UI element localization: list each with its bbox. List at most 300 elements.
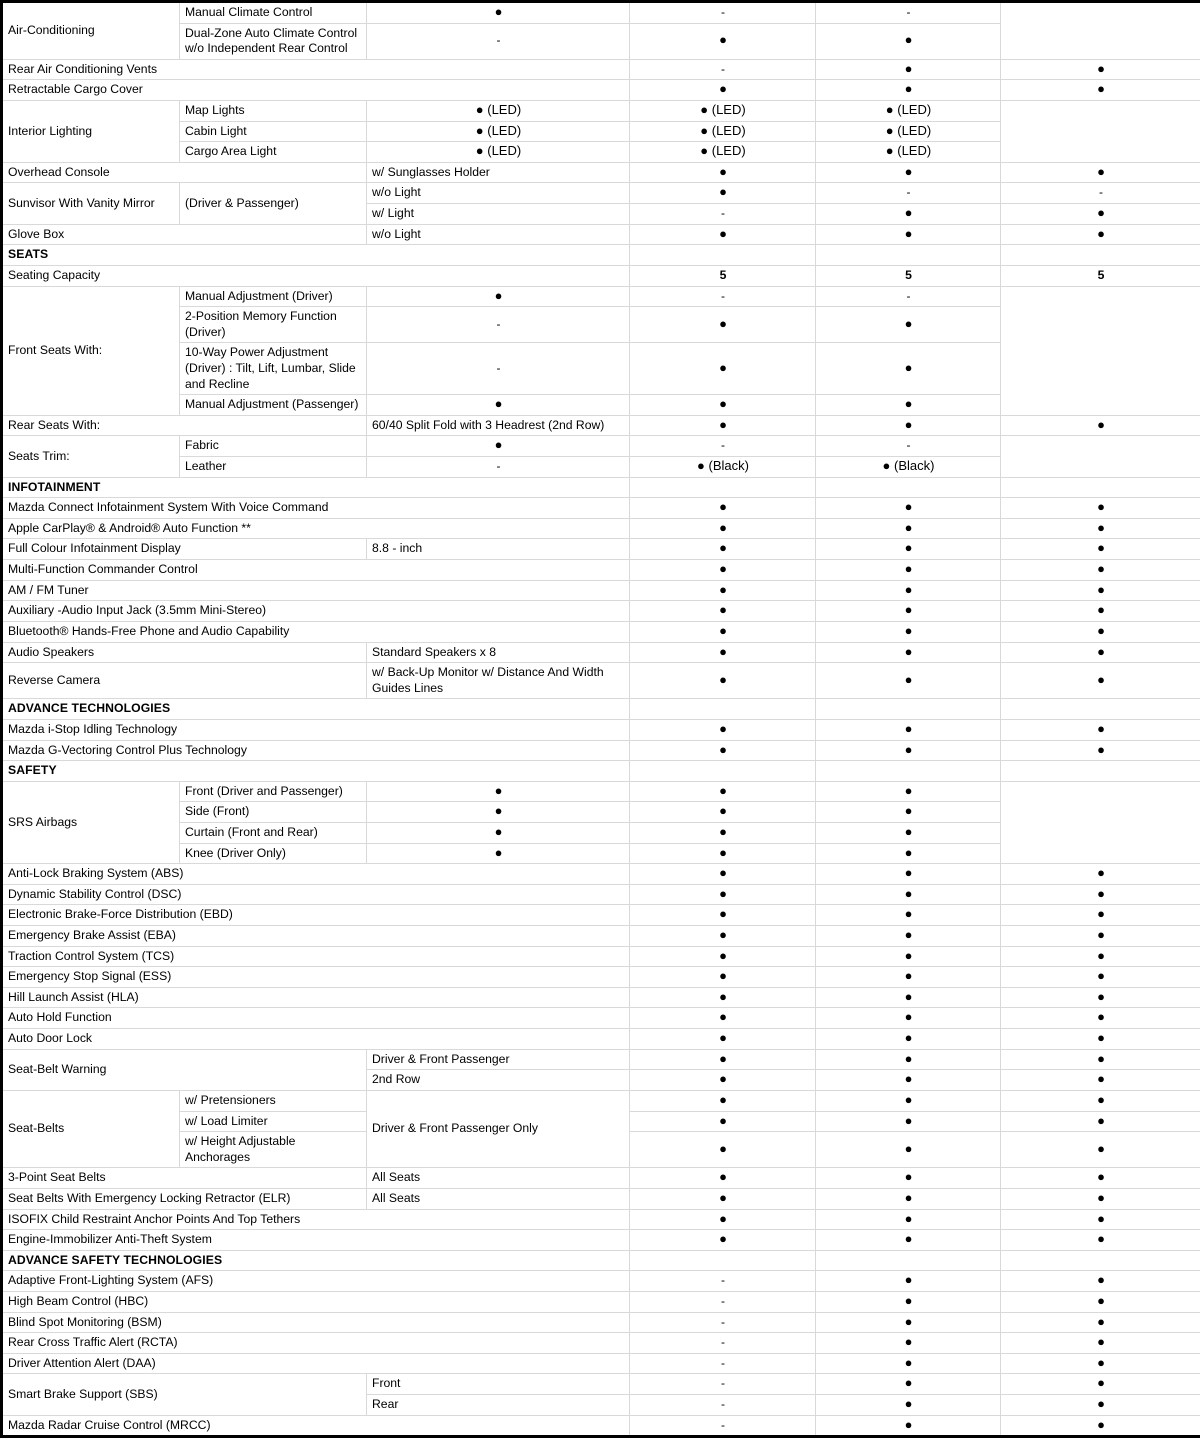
available-dot-icon: ●	[1097, 886, 1105, 901]
variant-1-value-cell	[630, 1008, 816, 1029]
feature-sub-cell: w/ Load Limiter	[180, 1111, 367, 1132]
feature-detail-cell: 60/40 Split Fold with 3 Headrest (2nd Row)	[367, 415, 630, 436]
spec-row	[2, 415, 1200, 436]
variant-3-value-cell	[1001, 560, 1200, 581]
variant-1-value-cell	[367, 2, 630, 24]
feature-name-cell: SRS Airbags	[2, 781, 180, 863]
spec-row	[2, 781, 1200, 802]
available-dot-icon: ●	[905, 783, 913, 798]
variant-3-value-cell	[1001, 183, 1200, 204]
variant-2-value-cell	[630, 436, 816, 457]
variant-2-value-cell	[816, 265, 1001, 286]
spec-row	[2, 224, 1200, 245]
available-dot-icon: ●	[719, 803, 727, 818]
variant-2-value-cell	[816, 498, 1001, 519]
available-dot-icon: ●	[1097, 520, 1105, 535]
variant-3-value-cell	[1001, 1111, 1200, 1132]
available-dot-icon: ●	[1097, 1396, 1105, 1411]
available-dot-icon: ●	[719, 1211, 727, 1226]
variant-1-value-cell	[630, 601, 816, 622]
available-dot-icon: ●	[905, 81, 913, 96]
available-dot-icon: ●	[905, 1051, 913, 1066]
feature-name-cell: Audio Speakers	[2, 642, 367, 663]
feature-detail-cell: Fabric	[180, 436, 367, 457]
available-dot-icon: ●	[1097, 1355, 1105, 1370]
variant-2-value-cell	[816, 162, 1001, 183]
variant-1-value-cell	[630, 560, 816, 581]
variant-1-value-cell	[630, 905, 816, 926]
feature-detail-cell: 10-Way Power Adjustment (Driver) : Tilt, Lift, Lumbar, Slide and Recline	[180, 343, 367, 395]
variant-1-value-cell	[630, 1292, 816, 1313]
variant-1-value-cell	[367, 843, 630, 864]
available-dot-icon: ●	[905, 672, 913, 687]
available-dot-icon: ●	[905, 417, 913, 432]
not-available-dash: -	[907, 185, 911, 199]
variant-3-value-cell	[816, 843, 1001, 864]
variant-2-value-cell	[816, 1415, 1001, 1437]
variant-2-value-cell	[630, 142, 816, 163]
available-dot-icon: ●	[719, 226, 727, 241]
variant-2-value-cell	[816, 518, 1001, 539]
variant-2-value-cell	[816, 59, 1001, 80]
feature-name-cell: 3-Point Seat Belts	[2, 1168, 367, 1189]
variant-2-value-cell	[816, 580, 1001, 601]
not-available-dash: -	[721, 289, 725, 303]
feature-name-cell: Overhead Console	[2, 162, 367, 183]
variant-3-value-cell	[1001, 987, 1200, 1008]
spec-row	[2, 23, 1200, 59]
variant-1-value-cell	[630, 740, 816, 761]
available-dot-icon: ●	[1097, 582, 1105, 597]
variant-1-value-cell	[630, 1188, 816, 1209]
variant-1-value-cell	[630, 580, 816, 601]
available-dot-icon: ●	[1097, 865, 1105, 880]
variant-1-value-cell	[630, 946, 816, 967]
variant-3-value-cell	[816, 343, 1001, 395]
variant-2-value-cell	[816, 1132, 1001, 1168]
variant-2-value-cell	[816, 601, 1001, 622]
feature-name-cell: Emergency Stop Signal (ESS)	[2, 967, 630, 988]
available-dot-icon: ●	[719, 1030, 727, 1045]
available-dot-icon: ●	[1097, 602, 1105, 617]
available-dot-icon: ●	[1097, 721, 1105, 736]
spec-row	[2, 843, 1200, 864]
spec-row	[2, 1188, 1200, 1209]
variant-2-value-cell	[816, 663, 1001, 699]
available-dot-icon: ●	[905, 968, 913, 983]
variant-2-value-cell	[630, 781, 816, 802]
feature-detail-cell: w/o Light	[367, 224, 630, 245]
feature-name-cell: Front Seats With:	[2, 286, 180, 415]
available-dot-icon: ●	[1097, 1051, 1105, 1066]
feature-name-cell: Sunvisor With Vanity Mirror	[2, 183, 180, 224]
available-dot-icon: ●	[1097, 1030, 1105, 1045]
feature-name-cell: Mazda Radar Cruise Control (MRCC)	[2, 1415, 630, 1437]
variant-3-value-cell	[1001, 1049, 1200, 1070]
section-title: INFOTAINMENT	[2, 477, 630, 498]
available-dot-icon: ●	[719, 1190, 727, 1205]
variant-3-value-cell	[1001, 864, 1200, 885]
available-dot-icon: ●	[719, 1231, 727, 1246]
available-dot-icon: ●	[719, 561, 727, 576]
feature-sub-cell: (Driver & Passenger)	[180, 183, 367, 224]
variant-1-value-cell	[630, 926, 816, 947]
variant-3-value-cell	[1001, 642, 1200, 663]
variant-3-value-cell	[1001, 1209, 1200, 1230]
available-dot-icon: ●	[1097, 1071, 1105, 1086]
feature-detail-cell: Front	[367, 1374, 630, 1395]
variant-2-value-cell	[816, 1353, 1001, 1374]
variant-2-value-cell	[630, 101, 816, 122]
available-dot-icon: ●	[719, 81, 727, 96]
feature-name-cell: Rear Cross Traffic Alert (RCTA)	[2, 1333, 630, 1354]
available-dot-icon: ●	[905, 845, 913, 860]
variant-3-value-cell	[1001, 80, 1200, 101]
available-dot-icon: ●	[1097, 1190, 1105, 1205]
section-header-filler-1	[630, 699, 816, 720]
variant-1-value-cell	[630, 539, 816, 560]
available-dot-icon: ●	[1097, 644, 1105, 659]
not-available-dash: -	[497, 459, 501, 473]
spec-row	[2, 642, 1200, 663]
spec-row	[2, 560, 1200, 581]
variant-1-value-cell	[630, 415, 816, 436]
available-dot-icon: ●	[905, 803, 913, 818]
spec-row	[2, 1049, 1200, 1070]
variant-3-value-cell	[1001, 265, 1200, 286]
section-title: SEATS	[2, 245, 630, 266]
feature-name-cell: Reverse Camera	[2, 663, 367, 699]
variant-3-value-cell	[1001, 884, 1200, 905]
variant-2-value-cell	[816, 1271, 1001, 1292]
available-dot-icon: ●	[1097, 1375, 1105, 1390]
available-dot-icon: ●	[719, 602, 727, 617]
not-available-dash: -	[721, 438, 725, 452]
feature-name-cell: Mazda i-Stop Idling Technology	[2, 719, 630, 740]
variant-1-value-cell	[630, 1395, 816, 1416]
feature-name-cell: Auto Door Lock	[2, 1029, 630, 1050]
spec-row	[2, 1271, 1200, 1292]
available-dot-icon: ●	[495, 824, 503, 839]
variant-3-value-cell	[816, 802, 1001, 823]
available-dot-icon: ●	[1097, 1009, 1105, 1024]
available-dot-icon: ●	[905, 1375, 913, 1390]
variant-1-value-cell	[367, 436, 630, 457]
spec-row	[2, 1209, 1200, 1230]
available-dot-icon: ●	[905, 540, 913, 555]
variant-1-value-cell	[630, 1374, 816, 1395]
feature-detail-cell: All Seats	[367, 1168, 630, 1189]
available-dot-icon: ●	[905, 561, 913, 576]
value-text: ● (LED)	[476, 143, 521, 158]
section-header-filler-3	[1001, 245, 1200, 266]
available-dot-icon: ●	[719, 886, 727, 901]
available-dot-icon: ●	[905, 32, 913, 47]
spec-row	[2, 307, 1200, 343]
available-dot-icon: ●	[719, 1169, 727, 1184]
not-available-dash: -	[721, 1315, 725, 1329]
variant-2-value-cell	[816, 1312, 1001, 1333]
variant-1-value-cell	[630, 1168, 816, 1189]
available-dot-icon: ●	[1097, 205, 1105, 220]
variant-1-value-cell	[630, 59, 816, 80]
variant-3-value-cell	[1001, 719, 1200, 740]
spec-row	[2, 1292, 1200, 1313]
feature-name-cell: Smart Brake Support (SBS)	[2, 1374, 367, 1415]
spec-row	[2, 498, 1200, 519]
variant-2-value-cell	[816, 183, 1001, 204]
section-header-filler-3	[1001, 1250, 1200, 1271]
variant-1-value-cell	[630, 1049, 816, 1070]
available-dot-icon: ●	[719, 1051, 727, 1066]
feature-detail-cell: Manual Climate Control	[180, 2, 367, 24]
variant-1-value-cell	[630, 1353, 816, 1374]
feature-detail-cell: 8.8 - inch	[367, 539, 630, 560]
available-dot-icon: ●	[1097, 1314, 1105, 1329]
feature-name-cell: ISOFIX Child Restraint Anchor Points And Top Tethers	[2, 1209, 630, 1230]
available-dot-icon: ●	[1097, 1334, 1105, 1349]
feature-name-cell: AM / FM Tuner	[2, 580, 630, 601]
variant-1-value-cell	[630, 1132, 816, 1168]
variant-3-value-cell	[816, 395, 1001, 416]
spec-row	[2, 884, 1200, 905]
available-dot-icon: ●	[905, 1293, 913, 1308]
variant-2-value-cell	[816, 539, 1001, 560]
spec-row	[2, 1333, 1200, 1354]
not-available-dash: -	[721, 1273, 725, 1287]
spec-row	[2, 183, 1200, 204]
feature-detail-cell: w/ Back-Up Monitor w/ Distance And Width Guides Lines	[367, 663, 630, 699]
variant-3-value-cell	[816, 457, 1001, 478]
variant-1-value-cell	[367, 142, 630, 163]
section-header-row	[2, 699, 1200, 720]
variant-1-value-cell	[630, 1415, 816, 1437]
available-dot-icon: ●	[905, 1071, 913, 1086]
value-text: ● (LED)	[886, 102, 931, 117]
feature-name-cell: Dynamic Stability Control (DSC)	[2, 884, 630, 905]
spec-row	[2, 926, 1200, 947]
available-dot-icon: ●	[495, 396, 503, 411]
spec-row	[2, 580, 1200, 601]
spec-row	[2, 457, 1200, 478]
not-available-dash: -	[907, 438, 911, 452]
section-header-filler-1	[630, 1250, 816, 1271]
variant-1-value-cell	[630, 1312, 816, 1333]
feature-name-cell: Adaptive Front-Lighting System (AFS)	[2, 1271, 630, 1292]
value-text: ● (LED)	[476, 102, 521, 117]
spec-row	[2, 1008, 1200, 1029]
variant-3-value-cell	[816, 286, 1001, 307]
available-dot-icon: ●	[905, 164, 913, 179]
value-text: ● (LED)	[700, 102, 745, 117]
variant-1-value-cell	[630, 884, 816, 905]
available-dot-icon: ●	[905, 1211, 913, 1226]
not-available-dash: -	[721, 5, 725, 19]
variant-1-value-cell	[630, 1029, 816, 1050]
not-available-dash: -	[721, 206, 725, 220]
available-dot-icon: ●	[905, 886, 913, 901]
variant-2-value-cell	[630, 2, 816, 24]
available-dot-icon: ●	[1097, 1211, 1105, 1226]
available-dot-icon: ●	[1097, 948, 1105, 963]
spec-row	[2, 395, 1200, 416]
available-dot-icon: ●	[719, 396, 727, 411]
spec-row	[2, 1312, 1200, 1333]
variant-1-value-cell	[630, 1230, 816, 1251]
variant-2-value-cell	[816, 884, 1001, 905]
value-text: ● (LED)	[476, 123, 521, 138]
variant-1-value-cell	[630, 1090, 816, 1111]
variant-3-value-cell	[1001, 518, 1200, 539]
section-header-filler-3	[1001, 761, 1200, 782]
available-dot-icon: ●	[719, 948, 727, 963]
variant-1-value-cell	[630, 1070, 816, 1091]
available-dot-icon: ●	[905, 61, 913, 76]
section-header-filler-3	[1001, 699, 1200, 720]
variant-3-value-cell	[1001, 946, 1200, 967]
value-text: 5	[720, 268, 727, 282]
variant-3-value-cell	[1001, 1374, 1200, 1395]
variant-1-value-cell	[630, 1333, 816, 1354]
available-dot-icon: ●	[495, 4, 503, 19]
value-text: ● (LED)	[700, 123, 745, 138]
spec-row	[2, 436, 1200, 457]
feature-name-cell: Traction Control System (TCS)	[2, 946, 630, 967]
spec-row	[2, 1090, 1200, 1111]
feature-detail-cell: Curtain (Front and Rear)	[180, 822, 367, 843]
variant-1-value-cell	[630, 265, 816, 286]
available-dot-icon: ●	[905, 865, 913, 880]
variant-2-value-cell	[816, 224, 1001, 245]
variant-1-value-cell	[367, 307, 630, 343]
available-dot-icon: ●	[1097, 499, 1105, 514]
not-available-dash: -	[907, 289, 911, 303]
feature-detail-cell: Leather	[180, 457, 367, 478]
variant-1-value-cell	[630, 224, 816, 245]
variant-2-value-cell	[630, 307, 816, 343]
spec-row	[2, 265, 1200, 286]
variant-1-value-cell	[630, 1111, 816, 1132]
value-text: ● (LED)	[700, 143, 745, 158]
variant-3-value-cell	[1001, 224, 1200, 245]
available-dot-icon: ●	[905, 1334, 913, 1349]
section-header-filler-2	[816, 1250, 1001, 1271]
spec-row	[2, 802, 1200, 823]
available-dot-icon: ●	[719, 316, 727, 331]
variant-1-value-cell	[367, 395, 630, 416]
available-dot-icon: ●	[905, 316, 913, 331]
available-dot-icon: ●	[905, 989, 913, 1004]
section-header-filler-2	[816, 761, 1001, 782]
available-dot-icon: ●	[905, 948, 913, 963]
variant-3-value-cell	[1001, 59, 1200, 80]
available-dot-icon: ●	[719, 906, 727, 921]
feature-name-cell: Driver Attention Alert (DAA)	[2, 1353, 630, 1374]
feature-detail-cell: w/ Light	[367, 204, 630, 225]
spec-row	[2, 80, 1200, 101]
feature-name-cell: Mazda G-Vectoring Control Plus Technology	[2, 740, 630, 761]
variant-3-value-cell	[816, 307, 1001, 343]
variant-3-value-cell	[1001, 1070, 1200, 1091]
feature-name-cell: Rear Air Conditioning Vents	[2, 59, 630, 80]
available-dot-icon: ●	[719, 582, 727, 597]
variant-2-value-cell	[816, 1049, 1001, 1070]
variant-3-value-cell	[1001, 905, 1200, 926]
variant-2-value-cell	[816, 740, 1001, 761]
variant-3-value-cell	[1001, 926, 1200, 947]
available-dot-icon: ●	[905, 1141, 913, 1156]
feature-detail-cell: Manual Adjustment (Passenger)	[180, 395, 367, 416]
not-available-dash: -	[721, 1294, 725, 1308]
variant-1-value-cell	[367, 343, 630, 395]
available-dot-icon: ●	[719, 520, 727, 535]
available-dot-icon: ●	[905, 1190, 913, 1205]
available-dot-icon: ●	[905, 1272, 913, 1287]
feature-name-cell: Seat-Belts	[2, 1090, 180, 1167]
available-dot-icon: ●	[905, 499, 913, 514]
available-dot-icon: ●	[1097, 1113, 1105, 1128]
available-dot-icon: ●	[719, 989, 727, 1004]
available-dot-icon: ●	[905, 1030, 913, 1045]
available-dot-icon: ●	[905, 1092, 913, 1107]
spec-row	[2, 59, 1200, 80]
variant-1-value-cell	[630, 183, 816, 204]
value-text: ● (LED)	[886, 143, 931, 158]
available-dot-icon: ●	[719, 783, 727, 798]
variant-3-value-cell	[1001, 663, 1200, 699]
feature-name-cell: Seats Trim:	[2, 436, 180, 477]
available-dot-icon: ●	[905, 927, 913, 942]
variant-3-value-cell	[1001, 967, 1200, 988]
available-dot-icon: ●	[905, 396, 913, 411]
variant-2-value-cell	[816, 719, 1001, 740]
variant-2-value-cell	[630, 457, 816, 478]
feature-sub-cell: w/ Pretensioners	[180, 1090, 367, 1111]
spec-row	[2, 1353, 1200, 1374]
variant-3-value-cell	[1001, 1271, 1200, 1292]
available-dot-icon: ●	[719, 845, 727, 860]
spec-row	[2, 1029, 1200, 1050]
available-dot-icon: ●	[905, 906, 913, 921]
available-dot-icon: ●	[905, 742, 913, 757]
feature-detail-cell: Front (Driver and Passenger)	[180, 781, 367, 802]
available-dot-icon: ●	[905, 602, 913, 617]
available-dot-icon: ●	[719, 1092, 727, 1107]
available-dot-icon: ●	[905, 582, 913, 597]
feature-name-cell: Emergency Brake Assist (EBA)	[2, 926, 630, 947]
spec-row	[2, 162, 1200, 183]
feature-detail-cell: Map Lights	[180, 101, 367, 122]
available-dot-icon: ●	[905, 824, 913, 839]
variant-3-value-cell	[1001, 1188, 1200, 1209]
variant-3-value-cell	[816, 101, 1001, 122]
available-dot-icon: ●	[905, 1169, 913, 1184]
section-header-row	[2, 245, 1200, 266]
available-dot-icon: ●	[1097, 742, 1105, 757]
variant-1-value-cell	[630, 498, 816, 519]
available-dot-icon: ●	[1097, 1231, 1105, 1246]
feature-detail-cell: w/ Sunglasses Holder	[367, 162, 630, 183]
feature-detail-cell: All Seats	[367, 1188, 630, 1209]
available-dot-icon: ●	[905, 205, 913, 220]
variant-1-value-cell	[630, 162, 816, 183]
spec-row	[2, 343, 1200, 395]
variant-2-value-cell	[630, 23, 816, 59]
available-dot-icon: ●	[905, 623, 913, 638]
not-available-dash: -	[907, 5, 911, 19]
spec-row	[2, 719, 1200, 740]
variant-1-value-cell	[367, 802, 630, 823]
